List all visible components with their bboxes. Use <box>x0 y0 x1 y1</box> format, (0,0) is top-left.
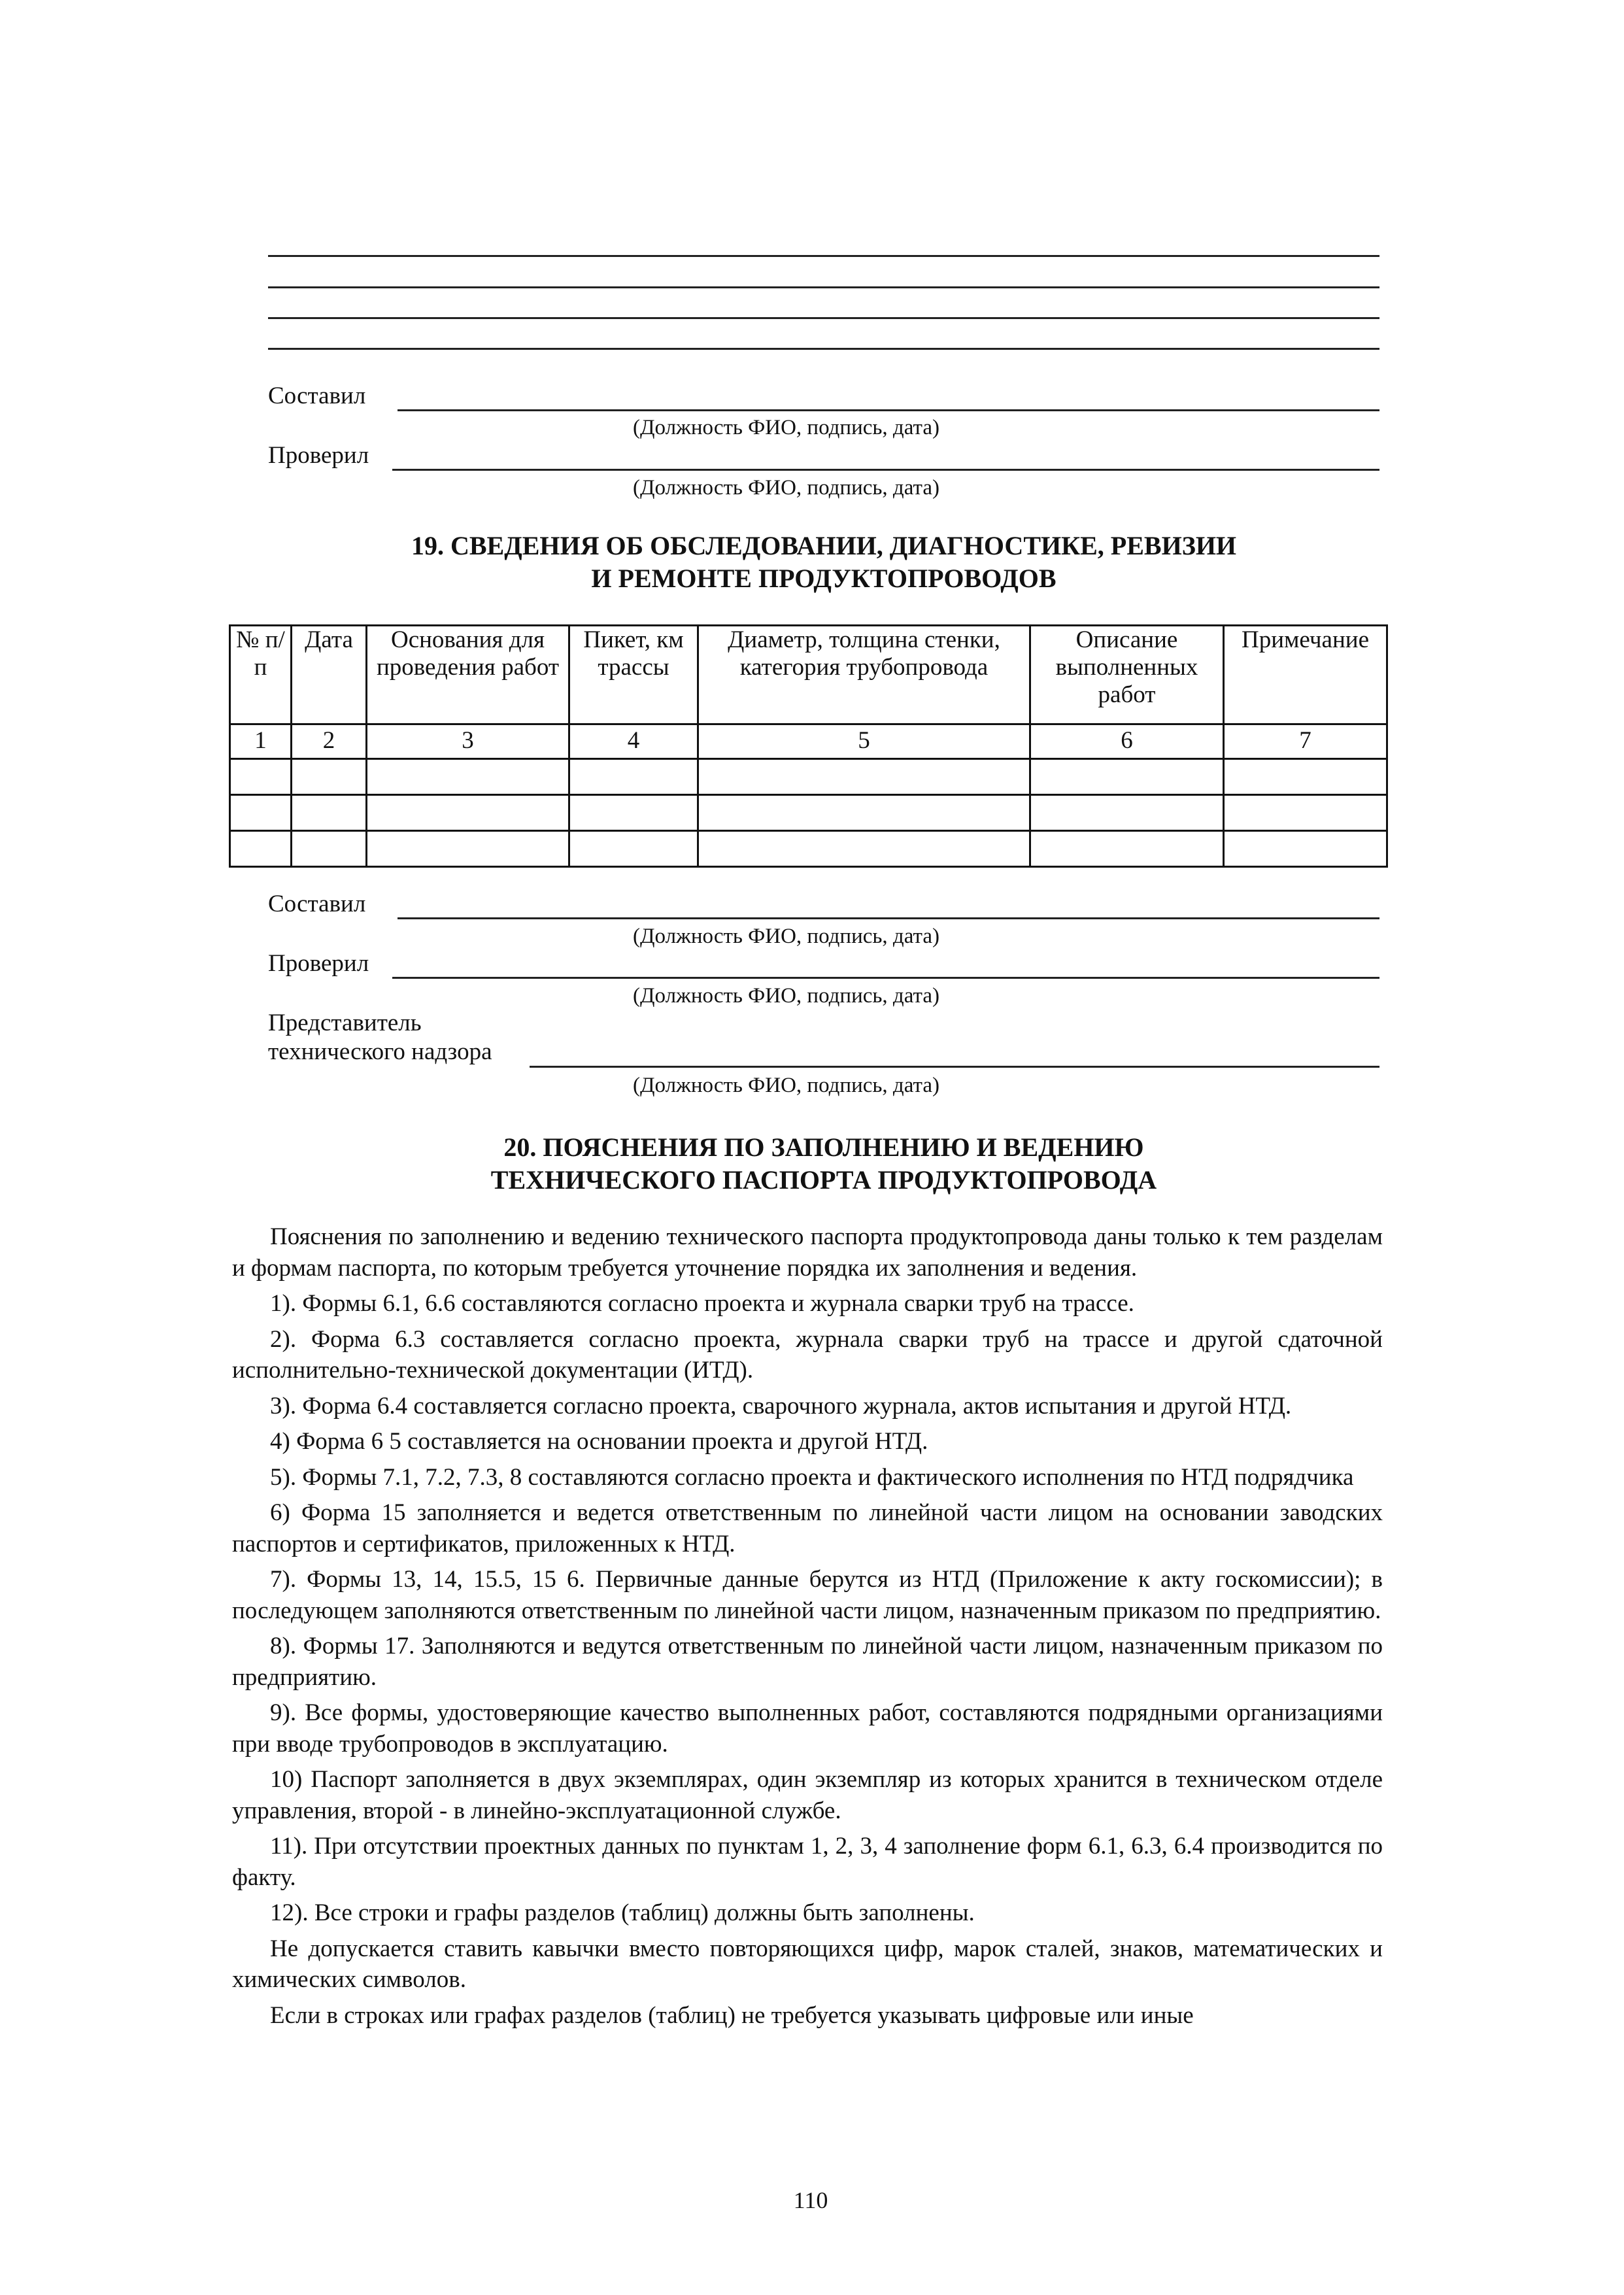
signature-hint: (Должность ФИО, подпись, дата) <box>633 476 939 500</box>
table-cell[interactable] <box>698 795 1030 831</box>
paragraph: 8). Формы 17. Заполняются и ведутся ответственным по линейной части лицом, назначенным приказом по предприятию. <box>232 1633 1383 1691</box>
column-number: 3 <box>367 724 569 759</box>
table-row <box>230 831 1387 867</box>
paragraph: Пояснения по заполнению и ведению технического паспорта продуктопровода даны только к тем разделам и формам паспорта, по которым требуется уточнение порядка их заполнения и ведения. <box>232 1223 1383 1282</box>
page-number: 110 <box>793 2187 828 2213</box>
signature-hint: (Должность ФИО, подпись, дата) <box>633 1074 939 1097</box>
table-cell[interactable] <box>230 759 292 795</box>
table-cell[interactable] <box>292 759 367 795</box>
table-cell[interactable] <box>292 795 367 831</box>
column-header: Пикет, км трассы <box>569 626 698 724</box>
table-cell[interactable] <box>367 759 569 795</box>
table-cell[interactable] <box>1030 759 1224 795</box>
column-number: 5 <box>698 724 1030 759</box>
table-cell[interactable] <box>698 759 1030 795</box>
paragraph: Не допускается ставить кавычки вместо повторяющихся цифр, марок сталей, знаков, математических и химических символов. <box>232 1935 1383 1993</box>
table-row <box>230 759 1387 795</box>
checked-label: Проверил <box>268 950 369 977</box>
checked-signature-field[interactable] <box>392 977 1379 979</box>
column-number: 6 <box>1030 724 1224 759</box>
compiled-signature-field[interactable] <box>398 917 1379 919</box>
table-row <box>230 795 1387 831</box>
checked-signature-field[interactable] <box>392 469 1379 471</box>
column-header: Диаметр, толщина стенки, категория трубопровода <box>698 626 1030 724</box>
table-cell[interactable] <box>292 831 367 867</box>
table-cell[interactable] <box>569 759 698 795</box>
column-header: Дата <box>292 626 367 724</box>
paragraph: 2). Форма 6.3 составляется согласно проекта, журнала сварки труб на трассе и другой сдаточной исполнительно-технической документации (ИТД). <box>232 1325 1383 1384</box>
blank-line-4 <box>268 348 1379 350</box>
representative-label-line1: Представитель <box>268 1010 422 1036</box>
paragraph: 6) Форма 15 заполняется и ведется ответственным по линейной части лицом на основании заводских паспортов и сертификатов, приложенных к НТД. <box>232 1499 1383 1557</box>
instructions-text <box>232 1221 1383 2035</box>
paragraph: 4) Форма 6 5 составляется на основании проекта и другой НТД. <box>270 1428 928 1455</box>
table-cell[interactable] <box>1224 759 1387 795</box>
table-cell[interactable] <box>1224 795 1387 831</box>
blank-line-1 <box>268 255 1379 257</box>
paragraph: Если в строках или графах разделов (таблиц) не требуется указывать цифровые или иные <box>270 2001 1194 2029</box>
paragraph: 12). Все строки и графы разделов (таблиц) должны быть заполнены. <box>270 1899 975 1926</box>
section-19-title-line2: И РЕМОНТЕ ПРОДУКТОПРОВОДОВ <box>591 564 1057 593</box>
representative-label <box>268 1009 492 1066</box>
compiled-label: Составил <box>268 891 366 917</box>
paragraph: 5). Формы 7.1, 7.2, 7.3, 8 составляются согласно проекта и фактического исполнения по НТД подрядчика <box>270 1463 1354 1491</box>
column-number: 7 <box>1224 724 1387 759</box>
paragraph: 9). Все формы, удостоверяющие качество выполненных работ, составляются подрядными организациями при вводе трубопроводов в эксплуатацию. <box>232 1699 1383 1758</box>
table-cell[interactable] <box>230 795 292 831</box>
column-header: Основания для проведения работ <box>367 626 569 724</box>
column-header: Примечание <box>1224 626 1387 724</box>
table-cell[interactable] <box>1030 795 1224 831</box>
paragraph: 7). Формы 13, 14, 15.5, 15 6. Первичные данные берутся из НТД (Приложение к акту госкомиссии); в последующем заполняются ответственным по линейной части лицом, назначенным приказом по предприятию. <box>232 1566 1383 1624</box>
paragraph: 3). Форма 6.4 составляется согласно проекта, сварочного журнала, актов испытания и другой НТД. <box>270 1392 1292 1420</box>
table-cell[interactable] <box>367 795 569 831</box>
section-20-title-line1: 20. ПОЯСНЕНИЯ ПО ЗАПОЛНЕНИЮ И ВЕДЕНИЮ <box>503 1132 1144 1162</box>
table-cell[interactable] <box>367 831 569 867</box>
table-cell[interactable] <box>569 795 698 831</box>
compiled-label: Составил <box>268 382 366 409</box>
section-19-title-line1: 19. СВЕДЕНИЯ ОБ ОБСЛЕДОВАНИИ, ДИАГНОСТИКЕ, РЕВИЗИИ <box>411 531 1237 560</box>
inspection-table <box>229 624 1388 868</box>
signature-hint: (Должность ФИО, подпись, дата) <box>633 984 939 1008</box>
blank-line-3 <box>268 317 1379 319</box>
table-header-row <box>230 626 1387 724</box>
column-number: 4 <box>569 724 698 759</box>
column-number: 2 <box>292 724 367 759</box>
blank-line-2 <box>268 286 1379 288</box>
representative-signature-field[interactable] <box>530 1066 1379 1068</box>
section-20-title-line2: ТЕХНИЧЕСКОГО ПАСПОРТА ПРОДУКТОПРОВОДА <box>490 1165 1157 1195</box>
column-number-row <box>230 724 1387 759</box>
checked-label: Проверил <box>268 442 369 469</box>
paragraph: 11). При отсутствии проектных данных по пунктам 1, 2, 3, 4 заполнение форм 6.1, 6.3, 6.4 производится по факту. <box>232 1833 1383 1891</box>
section-20-title <box>248 1131 1399 1197</box>
signature-hint: (Должность ФИО, подпись, дата) <box>633 925 939 948</box>
signature-hint: (Должность ФИО, подпись, дата) <box>633 416 939 439</box>
paragraph: 1). Формы 6.1, 6.6 составляются согласно проекта и журнала сварки труб на трассе. <box>270 1290 1134 1317</box>
column-number: 1 <box>230 724 292 759</box>
section-19-title <box>248 530 1399 595</box>
table-cell[interactable] <box>1030 831 1224 867</box>
table-cell[interactable] <box>230 831 292 867</box>
table-cell[interactable] <box>569 831 698 867</box>
compiled-signature-field[interactable] <box>398 409 1379 411</box>
table-cell[interactable] <box>1224 831 1387 867</box>
representative-label-line2: технического надзора <box>268 1038 492 1065</box>
table-cell[interactable] <box>698 831 1030 867</box>
column-header: Описание выполненных работ <box>1030 626 1224 724</box>
column-header: № п/п <box>230 626 292 724</box>
paragraph: 10) Паспорт заполняется в двух экземплярах, один экземпляр из которых хранится в техническом отделе управления, второй - в линейно-эксплуатационной службе. <box>232 1766 1383 1824</box>
